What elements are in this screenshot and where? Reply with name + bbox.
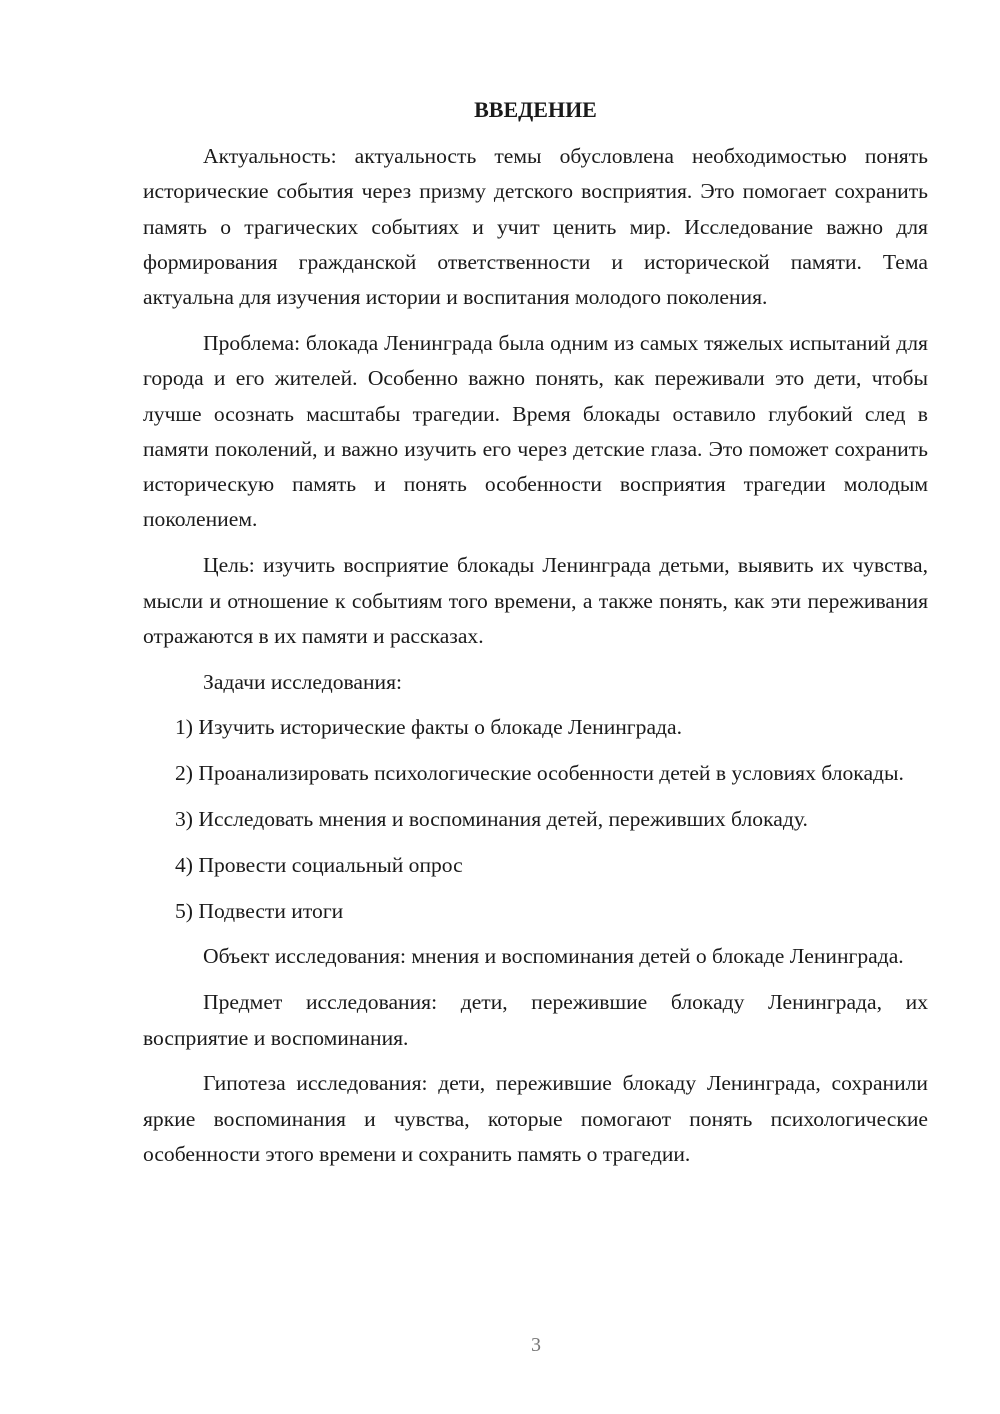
problem-paragraph: Проблема: блокада Ленинграда была одним из самых тяжелых испытаний для города и его жителей. Особенно важно понять, как переживали это дети, чтобы лучше осознать масштабы трагедии. Время блокады оставило глубокий след в памяти поколений, и важно изучить его через детские глаза. Это поможет сохранить историческую память и понять особенности восприятия трагедии молодым поколением. bbox=[143, 330, 928, 532]
page-number: 3 bbox=[531, 1334, 541, 1356]
hypothesis-paragraph: Гипотеза исследования: дети, пережившие блокаду Ленинграда, сохранили яркие воспоминания и чувства, которые помогают понять психологические особенности этого времени и сохранить память о трагедии. bbox=[143, 1071, 928, 1166]
task-item: 2) Проанализировать психологические особенности детей в условиях блокады. bbox=[175, 761, 904, 786]
subject-paragraph: Предмет исследования: дети, пережившие блокаду Ленинграда, их восприятие и воспоминания. bbox=[143, 990, 928, 1050]
section-title: ВВЕДЕНИЕ bbox=[474, 97, 597, 122]
tasks-heading: Задачи исследования: bbox=[203, 669, 403, 694]
goal-paragraph: Цель: изучить восприятие блокады Ленинграда детьми, выявить их чувства, мысли и отношение к событиям того времени, а также понять, как эти переживания отражаются в их памяти и рассказах. bbox=[143, 553, 928, 648]
task-item: 4) Провести социальный опрос bbox=[175, 852, 463, 877]
document-page bbox=[143, 92, 928, 1183]
object-paragraph: Объект исследования: мнения и воспоминания детей о блокаде Ленинграда. bbox=[203, 944, 904, 969]
task-item: 5) Подвести итоги bbox=[175, 898, 344, 923]
task-item: 1) Изучить исторические факты о блокаде Ленинграда. bbox=[175, 715, 683, 740]
relevance-paragraph: Актуальность: актуальность темы обусловлена необходимостью понять исторические события через призму детского восприятия. Это помогает сохранить память о трагических событиях и учит ценить мир. Исследование важно для формирования гражданской ответственности и исторической памяти. Тема актуальна для изучения истории и воспитания молодого поколения. bbox=[143, 144, 928, 310]
task-item: 3) Исследовать мнения и воспоминания детей, переживших блокаду. bbox=[175, 807, 808, 832]
